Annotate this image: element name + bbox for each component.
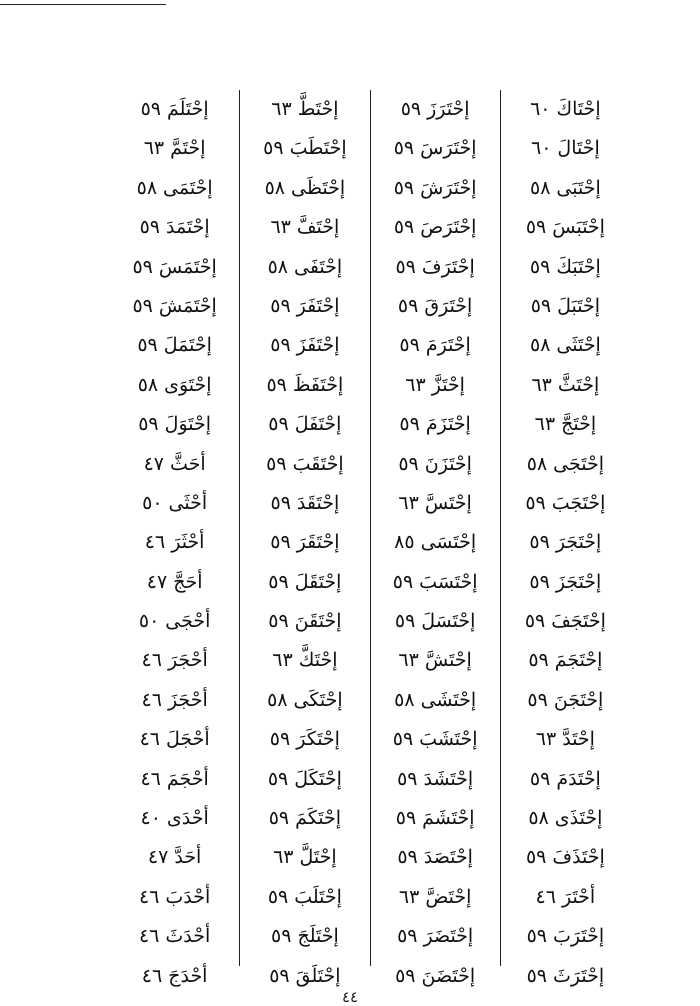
index-entry bbox=[398, 445, 472, 484]
entry-word: إحْتَرَزَ bbox=[427, 98, 470, 120]
entry-page-ref: ٦٣ bbox=[272, 649, 293, 672]
index-entry bbox=[398, 641, 471, 680]
entry-page-ref: ٥٩ bbox=[397, 767, 418, 790]
entry-word: أحْجَى bbox=[165, 610, 211, 633]
entry-word: إحْتَبَى bbox=[556, 176, 601, 199]
entry-word: إحْتَاكَ bbox=[556, 98, 601, 120]
entry-word: إحْتَمَى bbox=[163, 176, 213, 199]
entry-word: إحْتَقَنَ bbox=[294, 610, 342, 633]
index-entry bbox=[140, 720, 210, 759]
entry-page-ref: ٦٣ bbox=[534, 413, 556, 436]
entry-word: إحْتَثَى bbox=[556, 334, 601, 357]
entry-word: إحْتَصَدَ bbox=[423, 846, 473, 869]
entry-page-ref: ٥٨ bbox=[394, 688, 415, 711]
entry-page-ref: ٦٣ bbox=[398, 649, 419, 672]
entry-page-ref: ٥٩ bbox=[527, 688, 548, 711]
entry-page-ref: ٥٩ bbox=[398, 452, 419, 475]
entry-page-ref: ٥٩ bbox=[526, 925, 548, 948]
entry-page-ref: ٥٩ bbox=[525, 216, 547, 239]
column-divider bbox=[370, 90, 371, 966]
entry-page-ref: ٥٩ bbox=[138, 413, 159, 436]
index-entry bbox=[139, 878, 210, 917]
index-entry bbox=[394, 169, 477, 208]
index-entry bbox=[530, 90, 601, 129]
entry-word: إحْتَجَى bbox=[553, 452, 605, 475]
entry-word: إحْتَسَى bbox=[420, 531, 477, 554]
entry-page-ref: ٥٩ bbox=[266, 452, 287, 475]
index-column-4 bbox=[110, 84, 239, 987]
index-entry bbox=[399, 405, 470, 444]
index-entry bbox=[397, 838, 473, 877]
entry-word: إحْتَمَدَ bbox=[165, 216, 210, 239]
index-entry bbox=[530, 248, 601, 287]
entry-page-ref: ٥٩ bbox=[269, 728, 291, 751]
entry-word: إحْتَدَّ bbox=[562, 728, 595, 751]
index-entry bbox=[268, 602, 341, 641]
index-entry bbox=[139, 602, 211, 641]
entry-word: إحْتَكَّ bbox=[298, 649, 338, 672]
index-entry bbox=[138, 405, 211, 444]
entry-page-ref: ٦٠ bbox=[530, 137, 552, 160]
entry-word: إحْتَجَفَ bbox=[551, 610, 606, 633]
entry-word: إحْتَطَبَ bbox=[289, 137, 347, 160]
index-entry bbox=[268, 878, 342, 917]
entry-page-ref: ٦٣ bbox=[270, 216, 291, 239]
index-entry bbox=[273, 838, 337, 877]
index-entry bbox=[530, 326, 601, 365]
entry-page-ref: ٦٣ bbox=[398, 885, 420, 908]
entry-word: إحْتَذَى bbox=[554, 807, 603, 830]
index-entry bbox=[526, 208, 605, 247]
column-divider bbox=[239, 90, 240, 966]
index-entry bbox=[141, 90, 209, 129]
index-entry bbox=[531, 366, 599, 405]
entry-word: إحْتَضَرَ bbox=[423, 925, 474, 948]
entry-word: إحْتَجَبَ bbox=[551, 491, 606, 514]
index-entry bbox=[142, 681, 208, 720]
index-entry bbox=[531, 129, 600, 168]
index-entry bbox=[269, 799, 341, 838]
index-entry bbox=[139, 917, 210, 956]
entry-page-ref: ٥٩ bbox=[270, 334, 291, 357]
entry-page-ref: ٥٩ bbox=[525, 491, 546, 514]
index-entry bbox=[530, 760, 601, 799]
entry-word: إحْتَمَسَ bbox=[158, 255, 217, 278]
index-entry bbox=[148, 838, 201, 877]
index-entry bbox=[527, 681, 603, 720]
entry-page-ref: ٤٧ bbox=[143, 452, 164, 475]
index-entry bbox=[525, 484, 605, 523]
entry-word: إحْتَقَرَ bbox=[296, 531, 340, 554]
index-entry bbox=[272, 641, 337, 680]
index-entry bbox=[142, 484, 207, 523]
index-entry bbox=[528, 799, 602, 838]
index-entry bbox=[536, 720, 595, 759]
entry-page-ref: ٥٩ bbox=[268, 610, 289, 633]
entry-page-ref: ٥٩ bbox=[530, 294, 552, 317]
entry-word: إحْتَرَسَ bbox=[420, 137, 477, 160]
entry-page-ref: ٦٣ bbox=[271, 98, 292, 120]
entry-page-ref: ٥٨ bbox=[137, 373, 159, 396]
entry-word: أحْجَلَ bbox=[166, 728, 210, 751]
column-divider bbox=[500, 90, 501, 966]
entry-page-ref: ٥٩ bbox=[271, 925, 292, 948]
entry-page-ref: ٤٦ bbox=[141, 649, 162, 672]
entry-page-ref: ٤٠ bbox=[140, 807, 161, 830]
entry-page-ref: ٥٨ bbox=[530, 176, 551, 199]
entry-word: أحَجَّ bbox=[173, 570, 203, 593]
index-entry bbox=[144, 129, 206, 168]
entry-page-ref: ٥٩ bbox=[137, 334, 158, 357]
index-entry bbox=[266, 366, 343, 405]
entry-page-ref: ٥٩ bbox=[270, 491, 291, 514]
index-entry bbox=[271, 484, 340, 523]
entry-page-ref: ٥٨ bbox=[267, 255, 288, 278]
entry-page-ref: ٤٦ bbox=[138, 885, 160, 908]
entry-page-ref: ٥٩ bbox=[528, 649, 549, 672]
entry-page-ref: ٥٩ bbox=[395, 807, 417, 830]
index-entry bbox=[530, 169, 601, 208]
entry-word: إحْتَلَمَ bbox=[166, 98, 209, 120]
index-entry bbox=[393, 720, 478, 759]
index-entry bbox=[535, 405, 596, 444]
entry-page-ref: ٥٩ bbox=[267, 767, 289, 790]
entry-page-ref: ٦٣ bbox=[535, 728, 557, 751]
entry-word: إحْتَزَمَ bbox=[425, 413, 471, 436]
index-entry bbox=[132, 287, 216, 326]
entry-page-ref: ٦٣ bbox=[405, 373, 426, 396]
entry-page-ref: ٤٧ bbox=[147, 846, 169, 869]
entry-word: إحْتَفَرَ bbox=[296, 294, 340, 317]
entry-word: إحْتَبَلَ bbox=[557, 294, 601, 317]
entry-page-ref: ٥٩ bbox=[399, 413, 420, 436]
index-entry bbox=[536, 878, 596, 917]
index-entry bbox=[268, 405, 341, 444]
entry-word: إحْتَقَبَ bbox=[292, 452, 344, 475]
index-entry bbox=[527, 917, 605, 956]
index-entry bbox=[140, 799, 208, 838]
entry-word: إحْتَذَفَ bbox=[552, 846, 605, 869]
entry-page-ref: ٥٨ bbox=[528, 807, 549, 830]
entry-word: أحْدَثَ bbox=[165, 925, 211, 948]
index-entry bbox=[270, 523, 339, 562]
entry-word: إحْتَالَ bbox=[557, 137, 600, 160]
entry-page-ref: ٥٩ bbox=[132, 294, 153, 317]
entry-page-ref: ٤٦ bbox=[139, 728, 160, 751]
entry-word: إحْتَفَى bbox=[293, 255, 343, 278]
index-entry bbox=[525, 602, 606, 641]
entry-page-ref: ٥٩ bbox=[394, 610, 416, 633]
entry-word: إحْتَكَى bbox=[293, 688, 343, 711]
entry-word: إحْتَلَقَ bbox=[295, 964, 341, 987]
entry-word: إحْتَزَّ bbox=[431, 373, 465, 396]
entry-page-ref: ٥٩ bbox=[529, 767, 551, 790]
entry-page-ref: ٦٣ bbox=[143, 137, 165, 160]
entry-word: إحْتَمَلَ bbox=[163, 334, 212, 357]
entry-word: إحْتَكَلَ bbox=[294, 767, 342, 790]
entry-word: إحْتَوَى bbox=[164, 373, 212, 396]
entry-word: إحْتَشَى bbox=[420, 688, 477, 711]
entry-page-ref: ٦٠ bbox=[530, 98, 551, 120]
index-entry bbox=[529, 523, 601, 562]
entry-word: أحْدَى bbox=[166, 807, 209, 830]
entry-word: إحْتَرَثَ bbox=[553, 964, 605, 987]
entry-page-ref: ٥٩ bbox=[525, 846, 547, 869]
entry-word: إحْتَدَمَ bbox=[556, 767, 601, 790]
entry-word: إحْتَفَظَ bbox=[292, 373, 344, 396]
entry-word: إحْتَلَبَ bbox=[294, 885, 342, 908]
entry-page-ref: ٥٩ bbox=[267, 885, 289, 908]
index-entry bbox=[397, 917, 473, 956]
entry-word: إحْتَقَدَ bbox=[296, 491, 340, 514]
entry-page-ref: ٤٦ bbox=[535, 885, 556, 908]
entry-page-ref: ٥٩ bbox=[140, 98, 161, 120]
entry-word: إحْتَمَّ bbox=[170, 137, 206, 160]
index-entry bbox=[394, 523, 476, 562]
entry-page-ref: ٥٩ bbox=[393, 216, 415, 239]
entry-page-ref: ٥٩ bbox=[269, 964, 290, 987]
index-entry bbox=[270, 208, 339, 247]
index-entry bbox=[137, 326, 212, 365]
entry-word: أحْجَمَ bbox=[166, 767, 209, 790]
entry-word: إحْتَبَسَ bbox=[552, 216, 605, 239]
entry-page-ref: ٥٩ bbox=[270, 531, 291, 554]
entry-page-ref: ٥٩ bbox=[524, 610, 546, 633]
entry-page-ref: ٥٨ bbox=[267, 688, 288, 711]
index-entry bbox=[528, 641, 602, 680]
entry-page-ref: ٥٩ bbox=[397, 925, 418, 948]
index-entry bbox=[270, 326, 339, 365]
entry-page-ref: ٥٠ bbox=[138, 610, 160, 633]
entry-word: إحْتَوَلَ bbox=[164, 413, 212, 436]
entry-page-ref: ٥٩ bbox=[526, 964, 548, 987]
entry-page-ref: ٦٣ bbox=[273, 846, 294, 869]
entry-word: إحْتَلَّ bbox=[299, 846, 337, 869]
entry-word: إحْتَفَلَ bbox=[294, 413, 342, 436]
entry-word: إحْتَضَنَ bbox=[421, 964, 476, 987]
page-number: ٤٤ bbox=[341, 988, 359, 1006]
entry-word: إحْتَكَمَ bbox=[295, 807, 342, 830]
entry-word: إحْتَجَنَ bbox=[553, 688, 604, 711]
entry-word: إحْتَمَشَ bbox=[158, 294, 217, 317]
entry-word: إحْتَجَزَ bbox=[555, 570, 602, 593]
entry-word: إحْتَشَدَ bbox=[423, 767, 474, 790]
index-entry bbox=[401, 90, 470, 129]
entry-page-ref: ٤٦ bbox=[144, 531, 166, 554]
entry-word: إحْتَسَّ bbox=[424, 491, 472, 514]
index-entry bbox=[394, 208, 477, 247]
index-entry bbox=[271, 90, 338, 129]
index-entry bbox=[529, 563, 601, 602]
index-entry bbox=[263, 129, 346, 168]
entry-word: أحْثَى bbox=[168, 491, 208, 514]
entry-page-ref: ٥٠ bbox=[142, 491, 163, 514]
entry-page-ref: ٥٩ bbox=[132, 255, 153, 278]
index-entry bbox=[398, 287, 472, 326]
entry-word: إحْتَظَى bbox=[291, 176, 346, 199]
index-entry bbox=[399, 878, 471, 917]
index-entry bbox=[147, 563, 203, 602]
entry-page-ref: ٥٩ bbox=[268, 413, 289, 436]
entry-page-ref: ٤٦ bbox=[141, 964, 163, 987]
index-column-1 bbox=[501, 84, 630, 987]
index-entry bbox=[138, 366, 212, 405]
entry-page-ref: ٥٩ bbox=[270, 294, 291, 317]
index-entry bbox=[395, 602, 476, 641]
entry-word: أحَثَّ bbox=[170, 452, 206, 475]
entry-word: إحْتَضَّ bbox=[425, 885, 472, 908]
top-rule bbox=[0, 4, 166, 5]
index-entry bbox=[270, 720, 340, 759]
index-entry bbox=[394, 129, 477, 168]
index-entry bbox=[140, 208, 210, 247]
index-entry bbox=[145, 523, 205, 562]
index-entry bbox=[397, 760, 473, 799]
entry-word: إحْتَلَجَ bbox=[297, 925, 339, 948]
entry-word: إحْتَفَّ bbox=[296, 216, 340, 239]
entry-word: أحْثَرَ bbox=[171, 531, 205, 554]
index-entry bbox=[399, 326, 470, 365]
entry-word: إحْتَشَبَ bbox=[419, 728, 478, 751]
entry-word: أحْتَرَ bbox=[561, 885, 596, 908]
entry-word: إحْتَجَمَ bbox=[554, 649, 603, 672]
entry-page-ref: ٥٨ bbox=[136, 176, 158, 199]
entry-word: إحْتَرَفَ bbox=[421, 255, 475, 278]
index-entry bbox=[395, 248, 474, 287]
entry-page-ref: ٥٨ bbox=[264, 176, 285, 199]
index-entry bbox=[266, 445, 343, 484]
entry-page-ref: ٥٩ bbox=[395, 964, 416, 987]
index-entry bbox=[271, 917, 339, 956]
index-entry bbox=[267, 681, 343, 720]
entry-page-ref: ٥٩ bbox=[268, 807, 290, 830]
index-entry bbox=[396, 799, 475, 838]
entry-page-ref: ٥٨ bbox=[526, 452, 548, 475]
entry-word: إحْتَشَّ bbox=[424, 649, 472, 672]
entry-page-ref: ٥٩ bbox=[529, 531, 550, 554]
entry-page-ref: ٥٩ bbox=[392, 570, 414, 593]
index-entry bbox=[140, 760, 208, 799]
entry-word: إحْتَسَبَ bbox=[419, 570, 478, 593]
index-entry bbox=[394, 681, 476, 720]
index-entry bbox=[144, 445, 206, 484]
index-entry bbox=[268, 563, 341, 602]
index-entry bbox=[526, 838, 605, 877]
index-entry bbox=[527, 445, 604, 484]
entry-page-ref: ٥٩ bbox=[393, 176, 415, 199]
index-column-2 bbox=[371, 84, 500, 987]
entry-page-ref: ٥٩ bbox=[263, 137, 284, 160]
index-table bbox=[110, 84, 630, 987]
entry-page-ref: ٥٩ bbox=[397, 846, 418, 869]
entry-word: أحْدَبَ bbox=[165, 885, 211, 908]
entry-page-ref: ٥٩ bbox=[266, 373, 287, 396]
entry-page-ref: ٤٧ bbox=[146, 570, 168, 593]
entry-word: أحْجَرَ bbox=[167, 649, 208, 672]
entry-page-ref: ٥٩ bbox=[397, 294, 419, 317]
entry-word: أحْجَزَ bbox=[167, 688, 208, 711]
entry-page-ref: ٥٩ bbox=[139, 216, 160, 239]
entry-word: إحْتَجَرَ bbox=[555, 531, 602, 554]
index-entry bbox=[531, 287, 600, 326]
entry-word: أحَدَّ bbox=[174, 846, 202, 869]
entry-page-ref: ٥٩ bbox=[395, 255, 416, 278]
index-entry bbox=[142, 641, 208, 680]
entry-word: إحْتَطَّ bbox=[297, 98, 339, 120]
entry-word: إحْتَرَبَ bbox=[553, 925, 605, 948]
entry-word: إحْتَقَلَ bbox=[294, 570, 342, 593]
entry-page-ref: ٥٩ bbox=[400, 98, 422, 120]
entry-page-ref: ٥٩ bbox=[268, 570, 289, 593]
entry-word: إحْتَبَكَ bbox=[556, 255, 601, 278]
entry-word: إحْتَفَزَ bbox=[296, 334, 340, 357]
entry-page-ref: ٤٦ bbox=[138, 925, 160, 948]
index-entry bbox=[137, 169, 213, 208]
entry-word: إحْتَثَّ bbox=[557, 373, 600, 396]
entry-word: أحْدَجَ bbox=[168, 964, 208, 987]
index-column-3 bbox=[240, 84, 369, 987]
entry-word: إحْتَجَّ bbox=[561, 413, 597, 436]
index-entry bbox=[405, 366, 465, 405]
entry-word: إحْتَرَصَ bbox=[420, 216, 477, 239]
entry-word: إحْتَشَمَ bbox=[422, 807, 475, 830]
entry-page-ref: ٥٩ bbox=[399, 334, 420, 357]
entry-page-ref: ٥٩ bbox=[529, 255, 551, 278]
entry-word: إحْتَكَرَ bbox=[296, 728, 340, 751]
entry-page-ref: ٦٣ bbox=[531, 373, 552, 396]
index-entry bbox=[398, 484, 471, 523]
entry-word: إحْتَسَلَ bbox=[421, 610, 476, 633]
entry-page-ref: ٨٥ bbox=[394, 531, 415, 554]
entry-page-ref: ٤٦ bbox=[141, 688, 162, 711]
index-entry bbox=[270, 287, 339, 326]
entry-page-ref: ٥٩ bbox=[392, 728, 414, 751]
entry-word: إحْتَرَقَ bbox=[424, 294, 473, 317]
index-entry bbox=[268, 248, 343, 287]
entry-page-ref: ٤٦ bbox=[140, 767, 161, 790]
entry-page-ref: ٥٨ bbox=[530, 334, 551, 357]
entry-page-ref: ٥٩ bbox=[529, 570, 550, 593]
index-entry bbox=[132, 248, 216, 287]
index-entry bbox=[268, 760, 342, 799]
entry-page-ref: ٦٣ bbox=[398, 491, 419, 514]
entry-word: إحْتَرَشَ bbox=[420, 176, 477, 199]
index-entry bbox=[265, 169, 346, 208]
index-entry bbox=[393, 563, 478, 602]
entry-word: إحْتَرَمَ bbox=[425, 334, 471, 357]
entry-word: إحْتَزَنَ bbox=[424, 452, 472, 475]
entry-page-ref: ٥٩ bbox=[393, 137, 415, 160]
